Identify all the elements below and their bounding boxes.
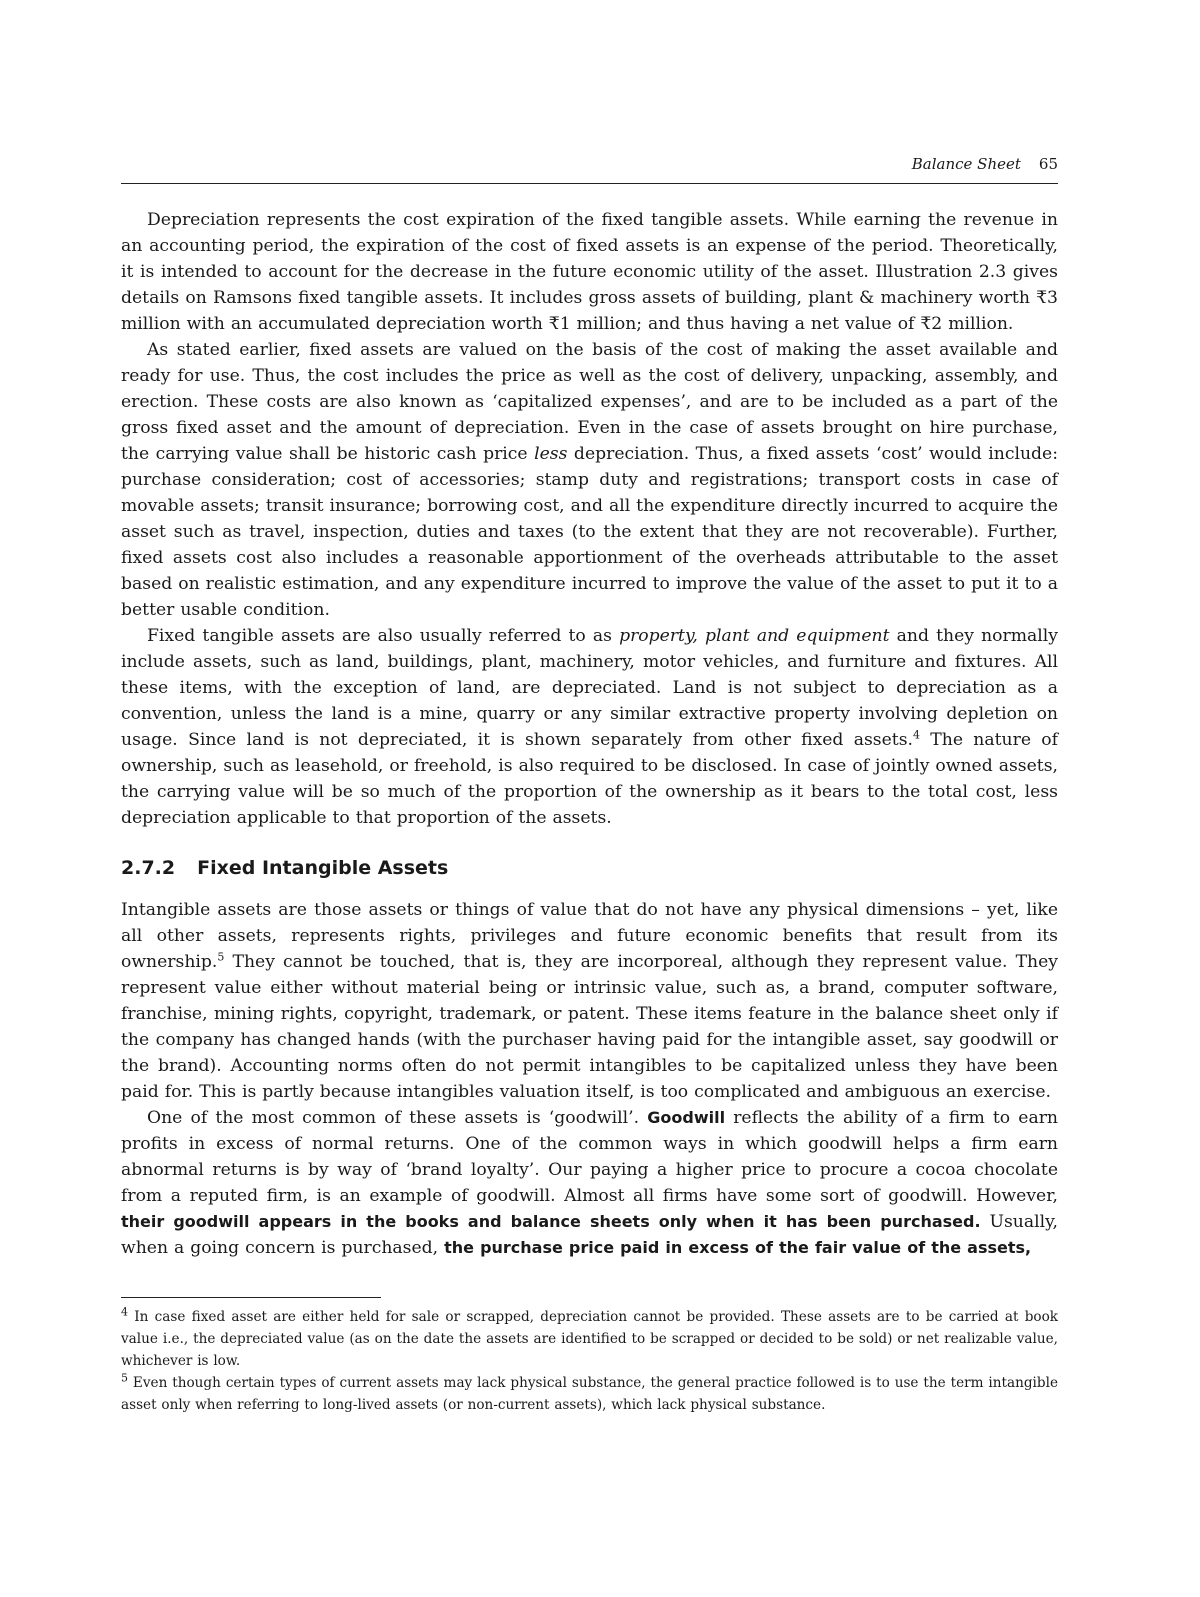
running-title: Balance Sheet — [911, 155, 1021, 173]
bold-goodwill-purchased: their goodwill appears in the books and balance sheets only when it has been purchased. — [121, 1212, 981, 1231]
footnote-marker-4: 4 — [121, 1305, 128, 1319]
footnote-ref-4[interactable]: 4 — [913, 728, 920, 742]
paragraph-goodwill: One of the most common of these assets is ‘goodwill’. Goodwill reflects the ability of a firm to earn profits in excess of normal returns. One of the common ways in which goodwill helps a firm earn abnormal returns is by way of ‘brand loyalty’. Our paying a higher price to procure a cocoa chocolate from a reputed firm, is an example of goodwill. Almost all firms have some sort of goodwill. However, their goodwill appears in the books and balance sheets only when it has been purchased. Usually, when a going concern is purchased, the purchase price paid in excess of the fair value of the assets, — [121, 1108, 1059, 1258]
footnote-marker-5: 5 — [121, 1371, 128, 1385]
footnotes — [121, 1306, 1058, 1416]
bold-purchase-price: the purchase price paid in excess of the fair value of the assets, — [444, 1238, 1032, 1257]
section-number: 2.7.2 — [121, 857, 176, 879]
paragraph-intangible-assets: Intangible assets are those assets or things of value that do not have any physical dimensions – yet, like all other assets, represents rights, privileges and future economic benefits that result from its ownership.$^5$ They cannot be touched, that is, they are incorporeal, although they represent value. They represent value either without material being or intrinsic value, such as, a brand, computer software, franchise, mining rights, copyright, trademark, or patent. These items feature in the balance sheet only if the company has changed hands (with the purchaser having paid for the intangible asset, say goodwill or the brand). Accounting norms often do not permit intangibles to be capitalized unless they have been paid for. This is partly because intangibles valuation itself, is too complicated and ambiguous an exercise. — [121, 900, 1058, 1102]
section-title: Fixed Intangible Assets — [197, 857, 449, 879]
running-head — [912, 155, 1058, 173]
page-number: 65 — [1038, 155, 1058, 173]
bold-goodwill: Goodwill — [647, 1108, 726, 1127]
section-heading — [121, 855, 1058, 881]
footnote-separator — [121, 1297, 381, 1298]
italic-term: property, plant and equipment — [619, 626, 890, 646]
footnote-4: $^4$ In case fixed asset are either held for sale or scrapped, depreciation cannot be provided. These assets are to be carried at book value i.e., the depreciated value (as on the date the assets are identified to be scrapped or decided to be sold) or net realizable value, whichever is low. — [121, 1305, 1058, 1369]
page-header — [121, 155, 1058, 184]
footnote-5: $^5$ Even though certain types of current assets may lack physical substance, the general practice followed is to use the term intangible asset only when referring to long-lived assets (or non-current assets), which lack physical substance. — [121, 1371, 1058, 1413]
body-text — [121, 207, 1058, 1261]
paragraph-property-plant-equipment: Fixed tangible assets are also usually referred to as property, plant and equipment and they normally include assets, such as land, buildings, plant, machinery, motor vehicles, and furniture and fixtures. All these items, with the exception of land, are depreciated. Land is not subject to depreciation as a convention, unless the land is a mine, quarry or any similar extractive property involving depletion on usage. Since land is not depreciated, it is shown separately from other fixed assets.$^4$ The nature of ownership, such as leasehold, or freehold, is also required to be disclosed. In case of jointly owned assets, the carrying value will be so much of the proportion of the ownership as it bears to the total cost, less depreciation applicable to that proportion of the assets. — [121, 626, 1058, 828]
paragraph-depreciation: Depreciation represents the cost expiration of the fixed tangible assets. While earning the revenue in an accounting period, the expiration of the cost of fixed assets is an expense of the period. Theoretically, it is intended to account for the decrease in the future economic utility of the asset. Illustration 2.3 gives details on Ramsons fixed tangible assets. It includes gross assets of building, plant & machinery worth ₹3 million with an accumulated depreciation worth ₹1 million; and thus having a net value of ₹2 million. — [121, 210, 1058, 334]
paragraph-valuation: As stated earlier, fixed assets are valued on the basis of the cost of making the asset available and ready for use. Thus, the cost includes the price as well as the cost of delivery, unpacking, assembly, and erection. These costs are also known as ‘capitalized expenses’, and are to be included as a part of the gross fixed asset and the amount of depreciation. Even in the case of assets brought on hire purchase, the carrying value shall be historic cash price less depreciation. Thus, a fixed assets ‘cost’ would include: purchase consideration; cost of accessories; stamp duty and registrations; transport costs in case of movable assets; transit insurance; borrowing cost, and all the expenditure directly incurred to acquire the asset such as travel, inspection, duties and taxes (to the extent that they are not recoverable). Further, fixed assets cost also includes a reasonable apportionment of the overheads attributable to the asset based on realistic estimation, and any expenditure incurred to improve the value of the asset to put it to a better usable condition. — [121, 340, 1058, 620]
italic-less: less — [534, 444, 568, 464]
footnote-ref-5[interactable]: 5 — [217, 950, 225, 964]
